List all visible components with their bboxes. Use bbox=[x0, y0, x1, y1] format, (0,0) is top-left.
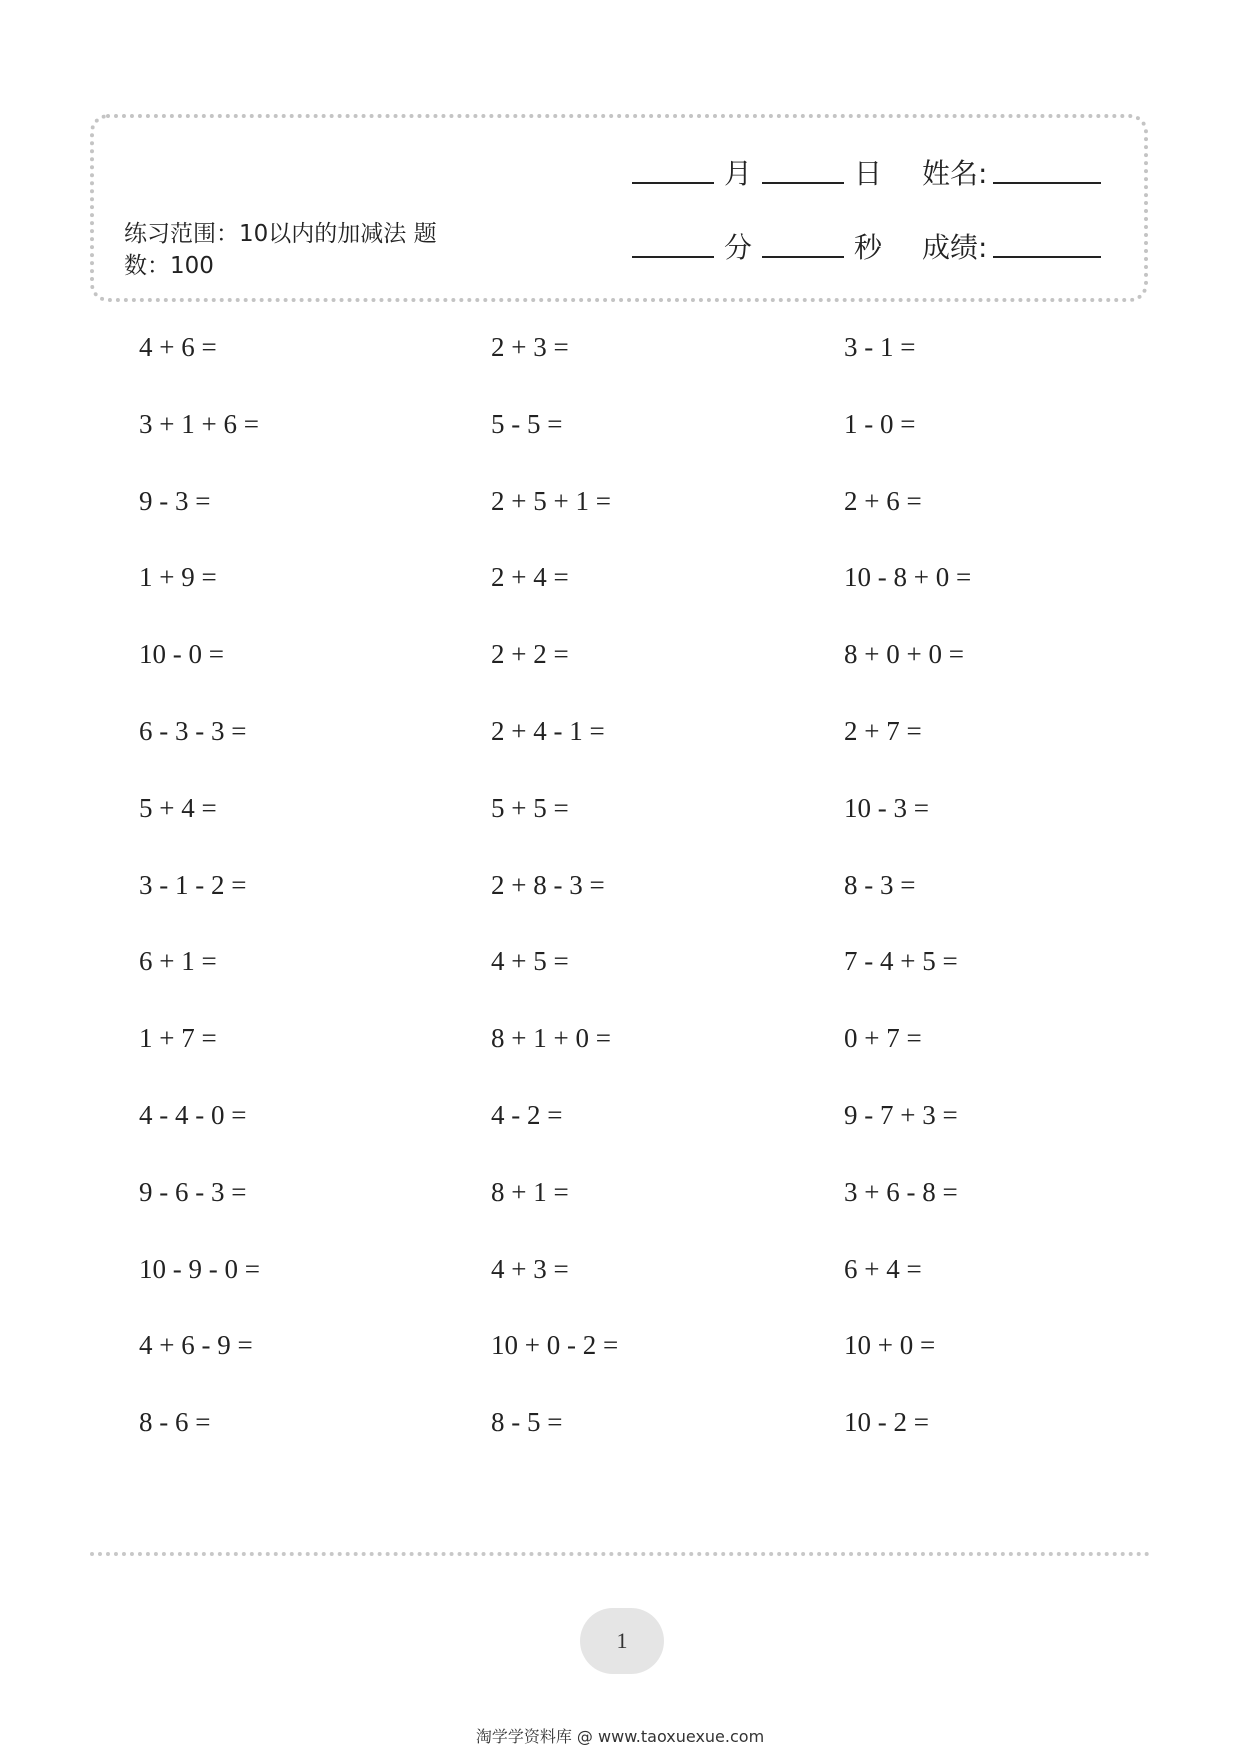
problem-item: 1 - 0 = bbox=[844, 409, 916, 439]
problem-item: 1 + 9 = bbox=[139, 562, 217, 592]
footer-watermark: 淘学学资料库 @ www.taoxuexue.com bbox=[475, 1727, 765, 1746]
problem-item: 3 + 6 - 8 = bbox=[844, 1177, 958, 1207]
problem-item: 10 - 0 = bbox=[139, 639, 224, 669]
problem-item: 2 + 2 = bbox=[491, 639, 569, 669]
problem-item: 8 - 3 = bbox=[844, 870, 916, 900]
second-label: 秒 bbox=[854, 231, 883, 264]
name-blank[interactable] bbox=[993, 182, 1101, 184]
problem-item: 5 + 5 = bbox=[491, 793, 569, 823]
problem-item: 4 + 3 = bbox=[491, 1254, 569, 1284]
problem-item: 10 - 3 = bbox=[844, 793, 929, 823]
problem-item: 2 + 7 = bbox=[844, 716, 922, 746]
problem-item: 3 + 1 + 6 = bbox=[139, 409, 259, 439]
day-label: 日 bbox=[854, 157, 883, 190]
problem-item: 9 - 7 + 3 = bbox=[844, 1100, 958, 1130]
problem-item: 2 + 5 + 1 = bbox=[491, 486, 611, 516]
problem-item: 4 + 5 = bbox=[491, 946, 569, 976]
problem-item: 8 + 0 + 0 = bbox=[844, 639, 964, 669]
problem-item: 8 - 5 = bbox=[491, 1407, 563, 1437]
problem-item: 2 + 4 - 1 = bbox=[491, 716, 605, 746]
scope-label: 练习范围：10以内的加减法 题 bbox=[124, 221, 437, 247]
page-number: 1 bbox=[580, 1608, 664, 1674]
problem-item: 2 + 8 - 3 = bbox=[491, 870, 605, 900]
problem-item: 4 + 6 = bbox=[139, 332, 217, 362]
day-blank[interactable] bbox=[762, 182, 844, 184]
problem-item: 7 - 4 + 5 = bbox=[844, 946, 958, 976]
problem-item: 3 - 1 - 2 = bbox=[139, 870, 247, 900]
problem-item: 9 - 6 - 3 = bbox=[139, 1177, 247, 1207]
problem-item: 6 + 4 = bbox=[844, 1254, 922, 1284]
problem-item: 4 - 2 = bbox=[491, 1100, 563, 1130]
month-label: 月 bbox=[724, 157, 753, 190]
problem-item: 10 - 9 - 0 = bbox=[139, 1254, 260, 1284]
problem-item: 9 - 3 = bbox=[139, 486, 211, 516]
minute-blank[interactable] bbox=[632, 256, 714, 258]
problem-item: 8 + 1 + 0 = bbox=[491, 1023, 611, 1053]
problem-item: 10 + 0 - 2 = bbox=[491, 1330, 619, 1360]
problem-item: 6 - 3 - 3 = bbox=[139, 716, 247, 746]
date-name-row bbox=[632, 156, 1101, 192]
problem-item: 3 - 1 = bbox=[844, 332, 916, 362]
name-label: 姓名: bbox=[922, 157, 988, 190]
problem-item: 5 + 4 = bbox=[139, 793, 217, 823]
problem-item: 10 - 2 = bbox=[844, 1407, 929, 1437]
problem-item: 2 + 3 = bbox=[491, 332, 569, 362]
count-label: 数：100 bbox=[124, 253, 214, 279]
problem-item: 5 - 5 = bbox=[491, 409, 563, 439]
practice-scope bbox=[124, 218, 484, 282]
divider bbox=[90, 1552, 1150, 1556]
problem-item: 8 + 1 = bbox=[491, 1177, 569, 1207]
month-blank[interactable] bbox=[632, 182, 714, 184]
problem-item: 2 + 4 = bbox=[491, 562, 569, 592]
time-score-row bbox=[632, 230, 1101, 266]
problem-item: 4 + 6 - 9 = bbox=[139, 1330, 253, 1360]
problem-item: 0 + 7 = bbox=[844, 1023, 922, 1053]
minute-label: 分 bbox=[724, 231, 753, 264]
score-blank[interactable] bbox=[993, 256, 1101, 258]
problem-item: 6 + 1 = bbox=[139, 946, 217, 976]
problem-item: 1 + 7 = bbox=[139, 1023, 217, 1053]
problem-item: 2 + 6 = bbox=[844, 486, 922, 516]
score-label: 成绩: bbox=[922, 231, 988, 264]
second-blank[interactable] bbox=[762, 256, 844, 258]
problem-item: 8 - 6 = bbox=[139, 1407, 211, 1437]
problem-item: 10 - 8 + 0 = bbox=[844, 562, 972, 592]
problem-item: 10 + 0 = bbox=[844, 1330, 936, 1360]
problem-item: 4 - 4 - 0 = bbox=[139, 1100, 247, 1130]
